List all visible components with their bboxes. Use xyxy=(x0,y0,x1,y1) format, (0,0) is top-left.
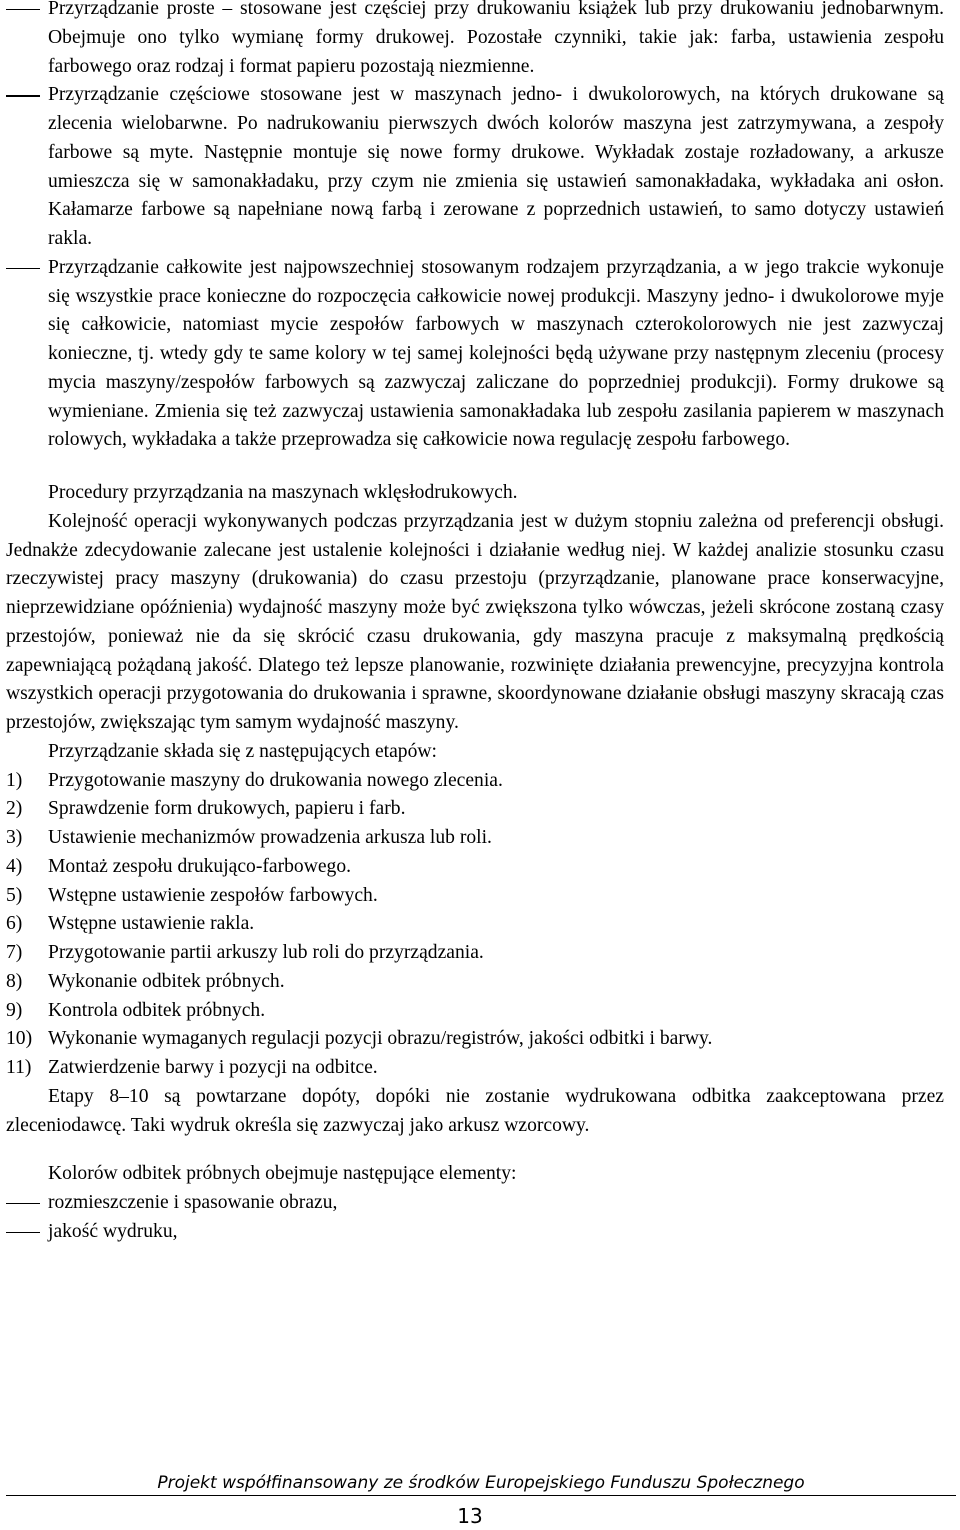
paragraph-etapy-intro: Przyrządzanie składa się z następujących etapów: xyxy=(48,740,437,762)
list-item xyxy=(6,767,944,796)
list-number: 11) xyxy=(6,1057,32,1078)
list-item xyxy=(6,910,944,939)
document-body xyxy=(6,0,944,1247)
list-item-jakosc: jakość wydruku, xyxy=(6,1218,944,1247)
list-item-text: Przygotowanie partii arkuszy lub roli do przyrządzania. xyxy=(48,942,484,963)
paragraph-kontrola-odbitek: Kolorów odbitek próbnych obejmuje następujące elementy: xyxy=(48,1163,517,1185)
list-number: 10) xyxy=(6,1028,33,1050)
list-item xyxy=(6,1054,944,1083)
list-item xyxy=(6,968,944,997)
list-item xyxy=(6,997,944,1026)
paragraph-etapy-powtarzane: Etapy 8–10 są powtarzane dopóty, dopóki nie zostanie wydrukowana odbitka zaakceptowana przez zleceniodawcę. Taki wydruk określa się zazwyczaj jako arkusz wzorcowy. xyxy=(6,1085,944,1136)
list-item-text: Sprawdzenie form drukowych, papieru i farb. xyxy=(48,798,406,820)
list-item-text: Zatwierdzenie barwy i pozycji na odbitce. xyxy=(48,1057,378,1078)
list-item-text: Wykonanie wymaganych regulacji pozycji obrazu/registrów, jakości odbitki i barwy. xyxy=(48,1028,713,1050)
list-item-text: Wykonanie odbitek próbnych. xyxy=(48,970,285,992)
list-item-text: Wstępne ustawienie rakla. xyxy=(48,913,255,935)
section-heading: Procedury przyrządzania na maszynach wklęsłodrukowych. xyxy=(48,482,518,503)
list-item-text: Ustawienie mechanizmów prowadzenia arkusza lub roli. xyxy=(48,827,492,848)
spacer xyxy=(6,1140,944,1160)
paragraph-kolejnosc-operacji: Kolejność operacji wykonywanych podczas przyrządzania jest w dużym stopniu zależna od preferencji obsługi. Jednakże zdecydowanie zalecane jest ustalenie kolejności i działanie według niej. W każdej analizie stosunku czasu rzeczywistej pracy maszyny (drukowania) do czasu przestoju (przyrządzanie, planowane prace konserwacyjne, nieprzewidziane opóźnienia) wydajność maszyny może być zwiększona tylko wówczas, jeżeli skrócone zostaną czasy przestojów, ponieważ nie da się skrócić czasu drukowania, gdy maszyna pracuje z maksymalną prędkością zapewniającą pożądaną jakość. Dlatego też lepsze planowanie, rozwinięte działania prewencyjne, precyzyjna kontrola wszystkich operacji przygotowania do drukowania i sprawne, skoordynowane działanie obsługi maszyny skracają czas przestojów, zwiększając tym samym wydajność maszyny. xyxy=(6,510,944,733)
list-item-text: Kontrola odbitek próbnych. xyxy=(48,999,266,1021)
list-number: 7) xyxy=(6,942,23,963)
list-number: 5) xyxy=(6,884,23,906)
page-footer: Projekt współfinansowany ze środków Europejskiego Funduszu Społecznego xyxy=(6,1471,956,1496)
list-number: 6) xyxy=(6,913,23,935)
list-item xyxy=(6,882,944,911)
list-item-text: Montaż zespołu drukująco-farbowego. xyxy=(48,855,352,877)
list-number: 2) xyxy=(6,798,23,820)
steps-list xyxy=(6,767,944,1083)
list-number: 8) xyxy=(6,970,23,992)
list-item xyxy=(6,853,944,882)
list-item-text: Przygotowanie maszyny do drukowania nowego zlecenia. xyxy=(48,769,503,791)
list-item-przyrzadzanie-czesciowe: Przyrządzanie częściowe stosowane jest w maszynach jedno- i dwukolorowych, na których drukowane są zlecenia wielobarwne. Po nadrukowaniu pierwszych dwóch kolorów maszyna jest zatrzymywana, a zespoły farbowe są myte. Następnie montuje się nowe formy drukowe. Wykładak zostaje rozładowany, a arkusze umieszcza się w samonakładaku, przy czym nie zmienia się ustawień samonakładaka, wykładaka ani osłon. Kałamarze farbowe są napełniane nową farbą i zerowane z poprzednich ustawień, to samo dotyczy ustawień rakla. xyxy=(6,81,944,254)
list-number: 3) xyxy=(6,827,23,848)
list-item-text: Wstępne ustawienie zespołów farbowych. xyxy=(48,884,378,906)
list-item xyxy=(6,939,944,968)
spacer xyxy=(6,455,944,479)
list-item-przyrzadzanie-proste: Przyrządzanie proste – stosowane jest częściej przy drukowaniu książek lub przy drukowaniu jednobarwnym. Obejmuje ono tylko wymianę formy drukowej. Pozostałe czynniki, takie jak: farba, ustawienia zespołu farbowego oraz rodzaj i format papieru pozostają niezmienne. xyxy=(6,0,944,81)
list-number: 4) xyxy=(6,855,23,877)
list-item-rozmieszczenie: rozmieszczenie i spasowanie obrazu, xyxy=(6,1189,944,1218)
page-number: 13 xyxy=(457,1504,483,1528)
list-item-przyrzadzanie-calkowite: Przyrządzanie całkowite jest najpowszechniej stosowanym rodzajem przyrządzania, a w jego trakcie wykonuje się wszystkie prace konieczne do rozpoczęcia całkowicie nowej produkcji. Maszyny jedno- i dwukolorowe myje się całkowicie, natomiast mycie zespołów farbowych w maszynach czterokolorowych nie jest zazwyczaj konieczne, tj. wtedy gdy te same kolory w tej samej kolejności będą używane przy następnym zleceniu (procesy mycia maszyny/zespołów farbowych są zazwyczaj zaliczane do poprzedniej produkcji). Formy drukowe są wymieniane. Zmienia się też zazwyczaj ustawienia samonakładaka lub zespołu zasilania papierem w maszynach rolowych, wykładaka a także przeprowadza się całkowicie nowa regulację zespołu farbowego. xyxy=(6,254,944,455)
list-item xyxy=(6,824,944,853)
list-number: 1) xyxy=(6,769,23,791)
list-item xyxy=(6,795,944,824)
list-item xyxy=(6,1025,944,1054)
list-number: 9) xyxy=(6,999,23,1021)
